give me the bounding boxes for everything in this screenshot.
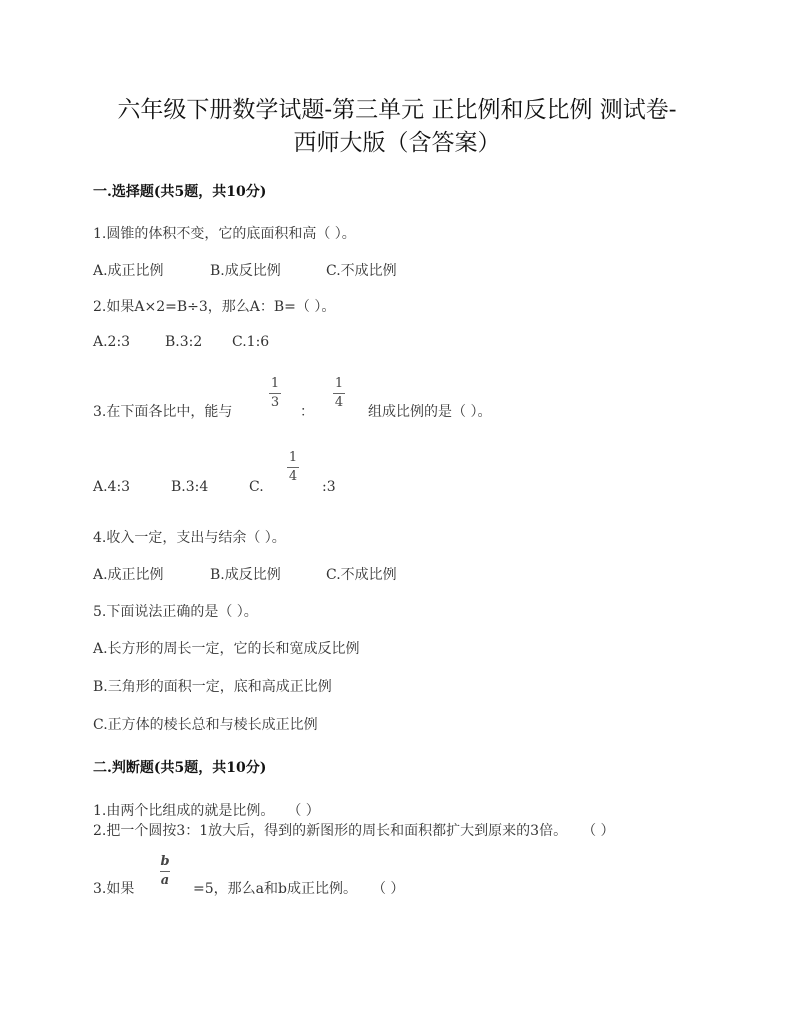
tf-question-3-suffix: =5，那么a和b成正比例。 bbox=[193, 881, 357, 897]
tf-question-2-answer-paren[interactable]: （ ） bbox=[589, 823, 615, 839]
question-1-options bbox=[93, 262, 397, 280]
tf-question-3-prefix: 3.如果 bbox=[93, 881, 135, 897]
question-5-option-a[interactable]: A.长方形的周长一定，它的长和宽成反比例 bbox=[93, 641, 360, 657]
question-3-option-a[interactable]: A.4:3 bbox=[93, 479, 131, 495]
tf-question-1-answer-paren[interactable]: （ ） bbox=[294, 803, 320, 819]
question-4-text: 4.收入一定，支出与结余（ ）。 bbox=[93, 530, 286, 546]
fraction-denominator: a bbox=[160, 873, 170, 888]
question-1-text: 1.圆锥的体积不变，它的底面积和高（ ）。 bbox=[93, 226, 356, 242]
question-4-option-c[interactable]: C.不成比例 bbox=[326, 567, 397, 583]
question-3-option-c[interactable]: C. bbox=[249, 479, 264, 495]
question-3-option-b[interactable]: B.3:4 bbox=[171, 479, 209, 495]
question-1-option-b[interactable]: B.成反比例 bbox=[210, 263, 281, 279]
question-5-option-b[interactable]: B.三角形的面积一定，底和高成正比例 bbox=[93, 679, 332, 695]
tf-question-3-suffix-group bbox=[193, 880, 404, 898]
question-1-option-a[interactable]: A.成正比例 bbox=[93, 263, 164, 279]
document-title-line-1: 六年级下册数学试题-第三单元 正比例和反比例 测试卷- bbox=[117, 97, 677, 123]
question-3-option-c-suffix: :3 bbox=[322, 479, 336, 495]
question-2-option-a[interactable]: A.2:3 bbox=[93, 334, 131, 350]
fraction-numerator: 1 bbox=[334, 376, 344, 391]
document-title-line-2: 西师大版（含答案） bbox=[293, 130, 501, 156]
fraction-numerator: 1 bbox=[270, 376, 280, 391]
section-heading-multiple-choice: 一.选择题(共5题，共10分) bbox=[93, 184, 267, 200]
question-3-prefix: 3.在下面各比中，能与 bbox=[93, 404, 233, 420]
fraction-numerator: b bbox=[160, 854, 170, 869]
question-3-colon: ： bbox=[300, 404, 314, 420]
question-3-fraction-one-third bbox=[269, 377, 281, 410]
question-2-options bbox=[93, 333, 269, 351]
question-2-option-b[interactable]: B.3:2 bbox=[165, 334, 203, 350]
fraction-denominator: 4 bbox=[288, 469, 298, 484]
question-2-text: 2.如果A×2=B÷3，那么A：B=（ ）。 bbox=[93, 299, 336, 315]
tf-question-1 bbox=[93, 802, 320, 820]
fraction-denominator: 3 bbox=[270, 395, 280, 410]
fraction-bar bbox=[287, 467, 299, 468]
section-heading-true-false: 二.判断题(共5题，共10分) bbox=[93, 760, 267, 776]
question-3-suffix: 组成比例的是（ ）。 bbox=[368, 404, 492, 420]
question-4-option-a[interactable]: A.成正比例 bbox=[93, 567, 164, 583]
fraction-denominator: 4 bbox=[334, 395, 344, 410]
fraction-bar bbox=[160, 871, 170, 872]
tf-question-1-text: 1.由两个比组成的就是比例。 bbox=[93, 803, 275, 819]
question-3-fraction-one-fourth bbox=[333, 377, 345, 410]
fraction-numerator: 1 bbox=[288, 450, 298, 465]
question-3-option-c-fraction bbox=[287, 451, 299, 484]
question-4-option-b[interactable]: B.成反比例 bbox=[210, 567, 281, 583]
tf-question-2 bbox=[93, 822, 615, 840]
question-5-option-c[interactable]: C.正方体的棱长总和与棱长成正比例 bbox=[93, 717, 318, 733]
question-4-options bbox=[93, 566, 397, 584]
question-5-text: 5.下面说法正确的是（ ）。 bbox=[93, 604, 258, 620]
question-2-option-c[interactable]: C.1:6 bbox=[232, 334, 270, 350]
tf-question-3-answer-paren[interactable]: （ ） bbox=[378, 881, 405, 897]
tf-question-2-text: 2.把一个圆按3：1放大后，得到的新图形的周长和面积都扩大到原来的3倍。 bbox=[93, 823, 568, 839]
fraction-bar bbox=[333, 393, 345, 394]
tf-question-3-fraction-b-over-a bbox=[160, 855, 170, 888]
question-1-option-c[interactable]: C.不成比例 bbox=[326, 263, 397, 279]
fraction-bar bbox=[269, 393, 281, 394]
